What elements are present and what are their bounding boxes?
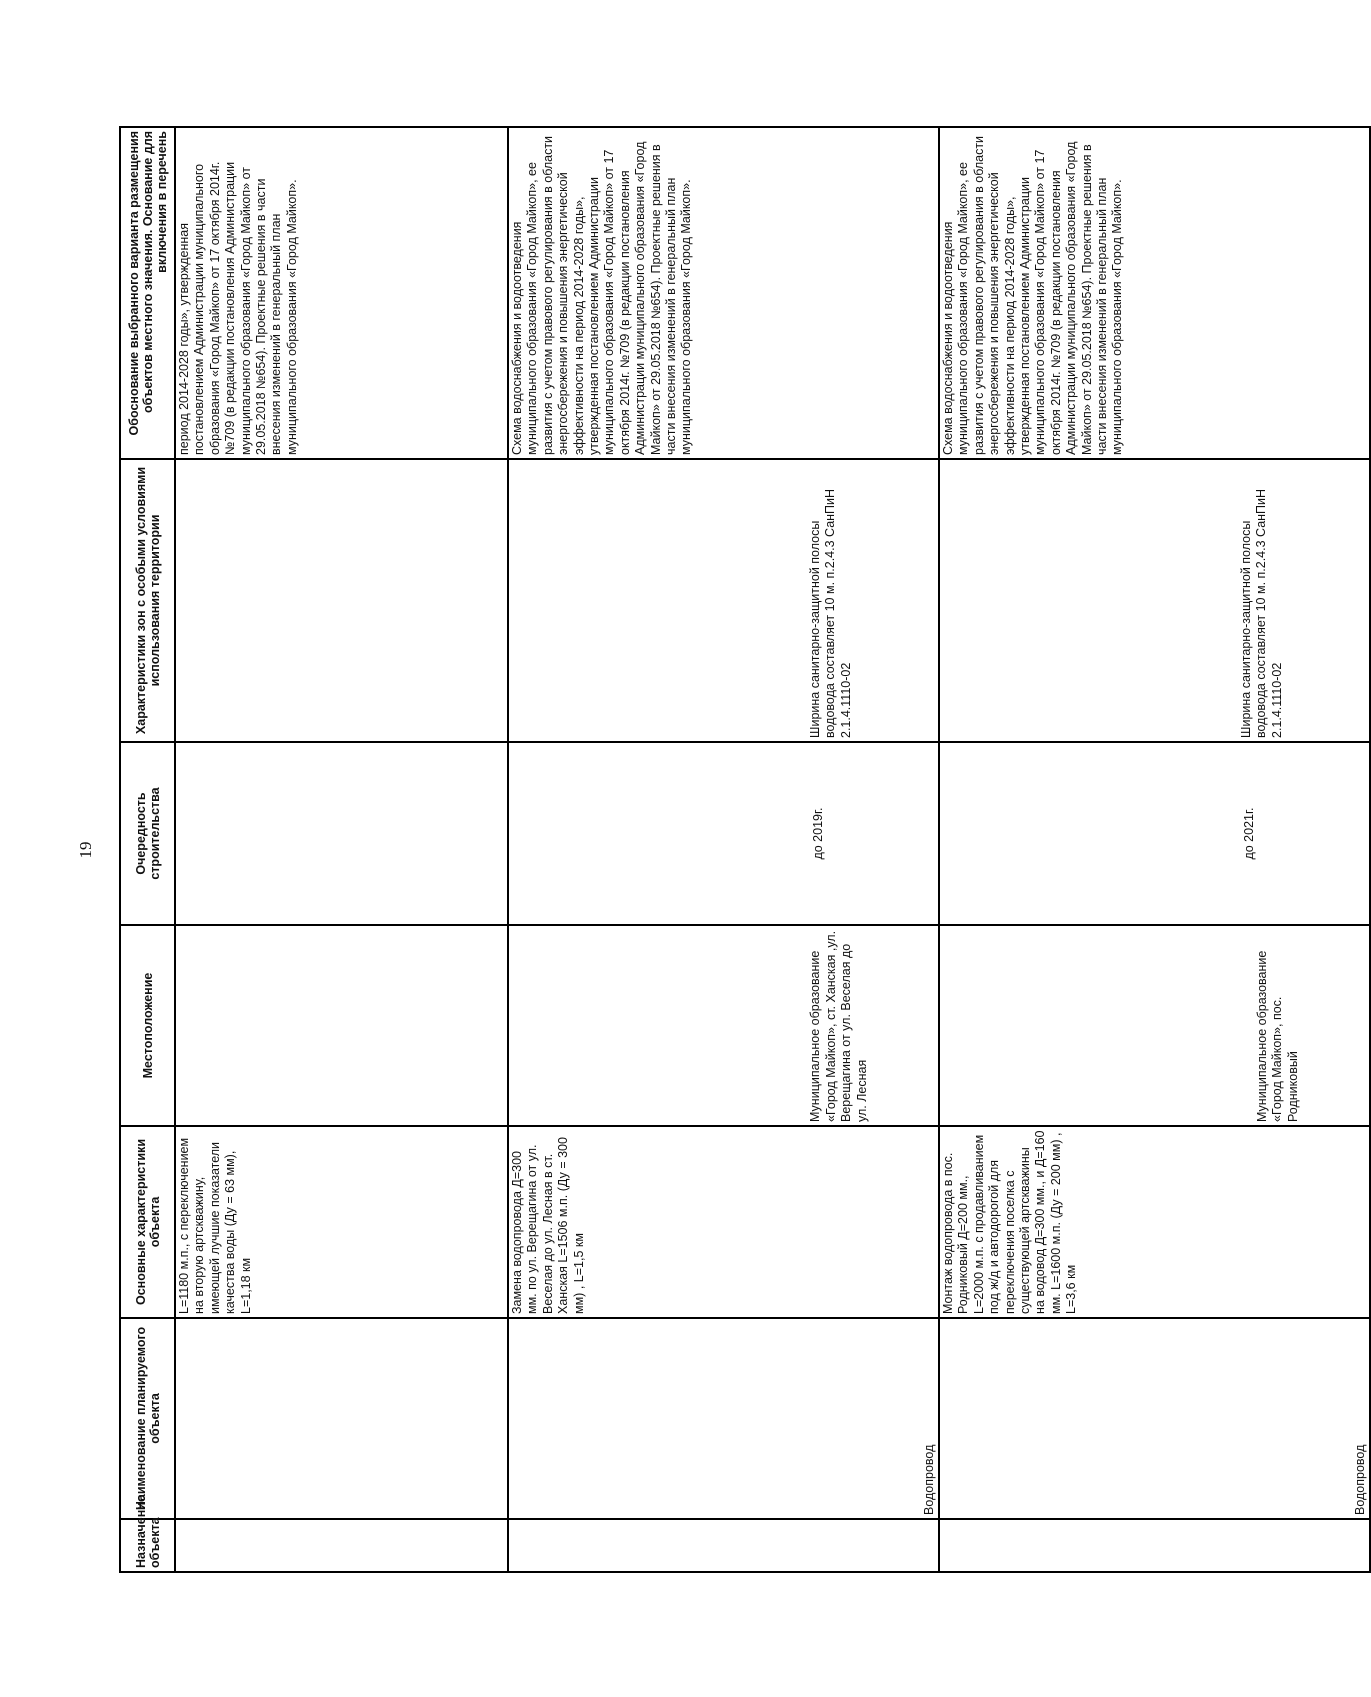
cell-characteristics: Монтаж водопровода в пос. Родниковый Д=200 мм., L=2000 м.п. с продавливанием под ж/д и автодорогой для переключения поселка с существующей артскважины на водовод Д=300 мм., и Д=160 мм. L=1600 м.п. (Ду = 200 мм) , L=3,6 км xyxy=(939,1126,1370,1318)
cell-purpose xyxy=(175,1519,508,1572)
cell-order xyxy=(175,742,508,925)
cell-characteristics: Замена водопровода Д=300 мм. по ул. Верещагина от ул. Веселая до ул. Лесная в ст. Ханская L=1506 м.п. (Ду = 300 мм) , L=1,5 км xyxy=(508,1126,939,1318)
header-characteristics: Основные характеристики объекта xyxy=(120,1126,175,1318)
table-row xyxy=(939,127,1370,1572)
header-purpose: Назначение объекта xyxy=(120,1519,175,1572)
cell-name xyxy=(175,1318,508,1519)
table-row xyxy=(508,127,939,1572)
page-number: 19 xyxy=(76,841,95,859)
cell-name: Водопровод xyxy=(939,1318,1370,1519)
cell-zone: Ширина санитарно-защитной полосы водовода составляет 10 м. п.2.4.3 СанПиН 2.1.4.1110-02 xyxy=(939,459,1370,742)
header-order: Очередность строительства xyxy=(120,742,175,925)
header-name: Наименование планируемого объекта xyxy=(120,1318,175,1519)
cell-location: Муниципальное образование «Город Майкоп», ст. Ханская ,ул. Верещагина от ул. Веселая до ул. Лесная xyxy=(508,925,939,1126)
cell-justification: Схема водоснабжения и водоотведения муниципального образования «Город Майкоп», ее развития с учетом правового регулирования в области энергосбережения и повышения энергетической эффективности на период 2014-2028 годы», утвержденная постановлением Администрации муниципального образования «Город Майкоп» от 17 октября 2014г. №709 (в редакции постановления Администрации муниципального образования «Город Майкоп» от 29.05.2018 №654). Проектные решения в части внесения изменений в генеральный план муниципального образования «Город Майкоп». xyxy=(939,127,1370,459)
cell-purpose xyxy=(508,1519,939,1572)
table-header-row xyxy=(120,127,175,1572)
cell-justification: период 2014-2028 годы», утвержденная постановлением Администрации муниципального образования «Город Майкоп» от 17 октября 2014г. №709 (в редакции постановления Администрации муниципального образования «Город Майкоп» от 29.05.2018 №654). Проектные решения в части внесения изменений в генеральный план муниципального образования «Город Майкоп». xyxy=(175,127,508,459)
cell-characteristics: L=1180 м.п., с переключением на вторую артскважину, имеющей лучшие показатели качества воды (Ду = 63 мм), L=1,18 км xyxy=(175,1126,508,1318)
cell-zone xyxy=(175,459,508,742)
cell-location xyxy=(175,925,508,1126)
header-location: Местоположение xyxy=(120,925,175,1126)
rotated-table-container xyxy=(119,128,1367,1573)
cell-order: до 2019г. xyxy=(508,742,939,925)
objects-table xyxy=(119,126,1371,1573)
cell-order: до 2021г. xyxy=(939,742,1370,925)
cell-justification: Схема водоснабжения и водоотведения муниципального образования «Город Майкоп», ее развития с учетом правового регулирования в области энергосбережения и повышения энергетической эффективности на период 2014-2028 годы», утвержденная постановлением Администрации муниципального образования «Город Майкоп» от 17 октября 2014г. №709 (в редакции постановления Администрации муниципального образования «Город Майкоп» от 29.05.2018 №654). Проектные решения в части внесения изменений в генеральный план муниципального образования «Город Майкоп». xyxy=(508,127,939,459)
cell-name: Водопровод xyxy=(508,1318,939,1519)
header-justification: Обоснование выбранного варианта размещения объектов местного значения. Основание для включения в перечень xyxy=(120,127,175,459)
cell-zone: Ширина санитарно-защитной полосы водовода составляет 10 м. п.2.4.3 СанПиН 2.1.4.1110-02 xyxy=(508,459,939,742)
cell-purpose xyxy=(939,1519,1370,1572)
table-row xyxy=(175,127,508,1572)
header-zone: Характеристики зон с особыми условиями использования территории xyxy=(120,459,175,742)
cell-location: Муниципальное образование «Город Майкоп», пос. Родниковый xyxy=(939,925,1370,1126)
document-sheet xyxy=(119,128,1367,1573)
